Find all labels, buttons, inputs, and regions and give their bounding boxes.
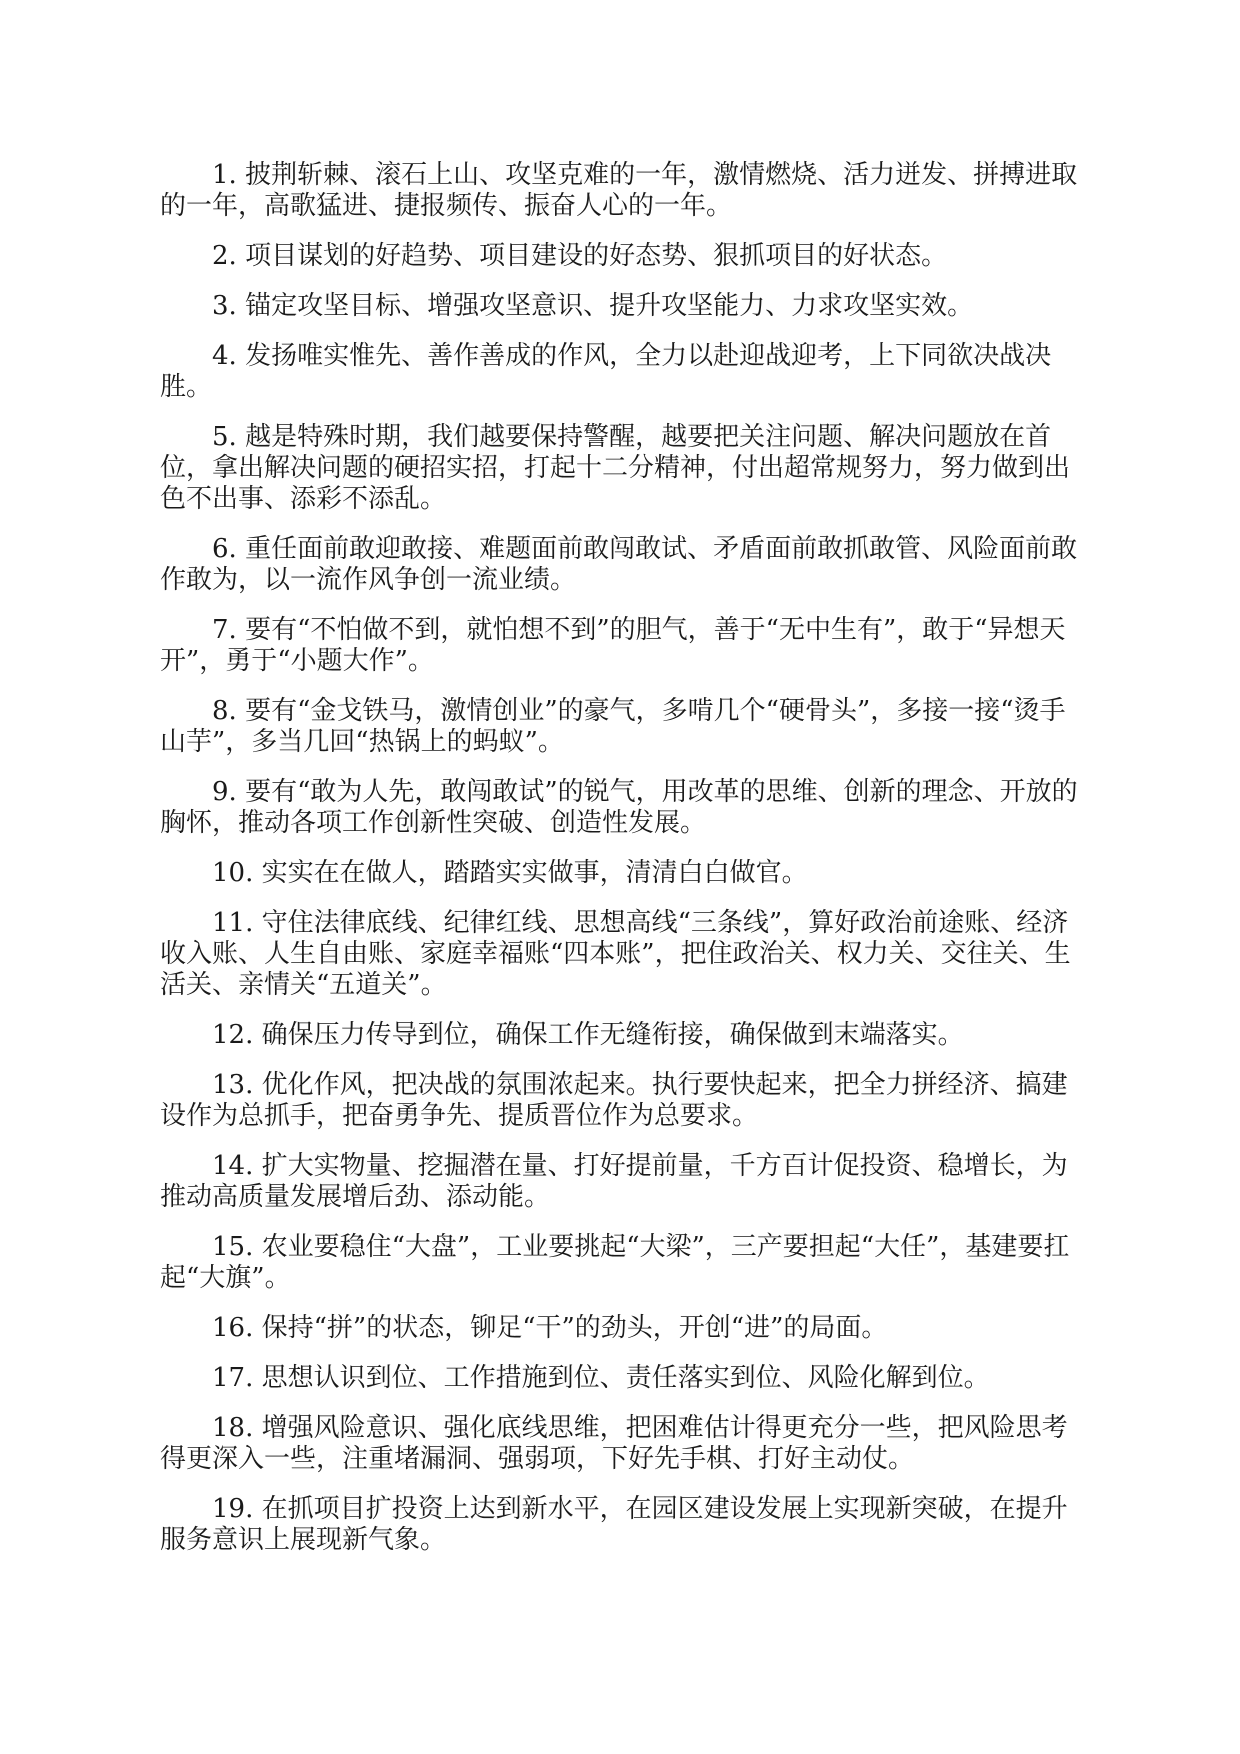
paragraph-7: 7. 要有“不怕做不到，就怕想不到”的胆气，善于“无中生有”，敢于“异想天开”，勇于“小题大作”。 bbox=[160, 615, 1066, 676]
paragraph-16: 16. 保持“拼”的状态，铆足“干”的劲头，开创“进”的局面。 bbox=[212, 1313, 888, 1343]
paragraph-18: 18. 增强风险意识、强化底线思维，把困难估计得更充分一些，把风险思考得更深入一些，注重堵漏洞、强弱项，下好先手棋、打好主动仗。 bbox=[160, 1413, 1068, 1474]
paragraph-4: 4. 发扬唯实惟先、善作善成的作风，全力以赴迎战迎考，上下同欲决战决胜。 bbox=[160, 341, 1052, 402]
paragraph-10: 10. 实实在在做人，踏踏实实做事，清清白白做官。 bbox=[212, 858, 808, 888]
paragraph-6: 6. 重任面前敢迎敢接、难题面前敢闯敢试、矛盾面前敢抓敢管、风险面前敢作敢为，以一流作风争创一流业绩。 bbox=[160, 534, 1078, 595]
paragraph-5: 5. 越是特殊时期，我们越要保持警醒，越要把关注问题、解决问题放在首位，拿出解决问题的硬招实招，打起十二分精神，付出超常规努力，努力做到出色不出事、添彩不添乱。 bbox=[160, 422, 1071, 514]
paragraph-11: 11. 守住法律底线、纪律红线、思想高线“三条线”，算好政治前途账、经济收入账、人生自由账、家庭幸福账“四本账”，把住政治关、权力关、交往关、生活关、亲情关“五道关”。 bbox=[160, 908, 1071, 1000]
paragraph-17: 17. 思想认识到位、工作措施到位、责任落实到位、风险化解到位。 bbox=[212, 1363, 990, 1393]
paragraph-3: 3. 锚定攻坚目标、增强攻坚意识、提升攻坚能力、力求攻坚实效。 bbox=[212, 291, 974, 321]
paragraph-15: 15. 农业要稳住“大盘”，工业要挑起“大梁”，三产要担起“大任”，基建要扛起“大旗”。 bbox=[160, 1232, 1070, 1293]
paragraph-12: 12. 确保压力传导到位，确保工作无缝衔接，确保做到末端落实。 bbox=[212, 1020, 964, 1050]
paragraph-1: 1. 披荆斩棘、滚石上山、攻坚克难的一年，激情燃烧、活力迸发、拼搏进取的一年，高歌猛进、捷报频传、振奋人心的一年。 bbox=[160, 160, 1078, 221]
paragraph-9: 9. 要有“敢为人先，敢闯敢试”的锐气，用改革的思维、创新的理念、开放的胸怀，推动各项工作创新性突破、创造性发展。 bbox=[160, 777, 1078, 838]
document-body bbox=[160, 160, 1090, 1556]
paragraph-8: 8. 要有“金戈铁马，激情创业”的豪气，多啃几个“硬骨头”，多接一接“烫手山芋”，多当几回“热锅上的蚂蚁”。 bbox=[160, 696, 1066, 757]
paragraph-2: 2. 项目谋划的好趋势、项目建设的好态势、狠抓项目的好状态。 bbox=[212, 241, 948, 271]
paragraph-13: 13. 优化作风，把决战的氛围浓起来。执行要快起来，把全力拼经济、搞建设作为总抓手，把奋勇争先、提质晋位作为总要求。 bbox=[160, 1070, 1068, 1131]
paragraph-19: 19. 在抓项目扩投资上达到新水平，在园区建设发展上实现新突破，在提升服务意识上展现新气象。 bbox=[160, 1494, 1068, 1555]
paragraph-14: 14. 扩大实物量、挖掘潜在量、打好提前量，千方百计促投资、稳增长，为推动高质量发展增后劲、添动能。 bbox=[160, 1151, 1068, 1212]
